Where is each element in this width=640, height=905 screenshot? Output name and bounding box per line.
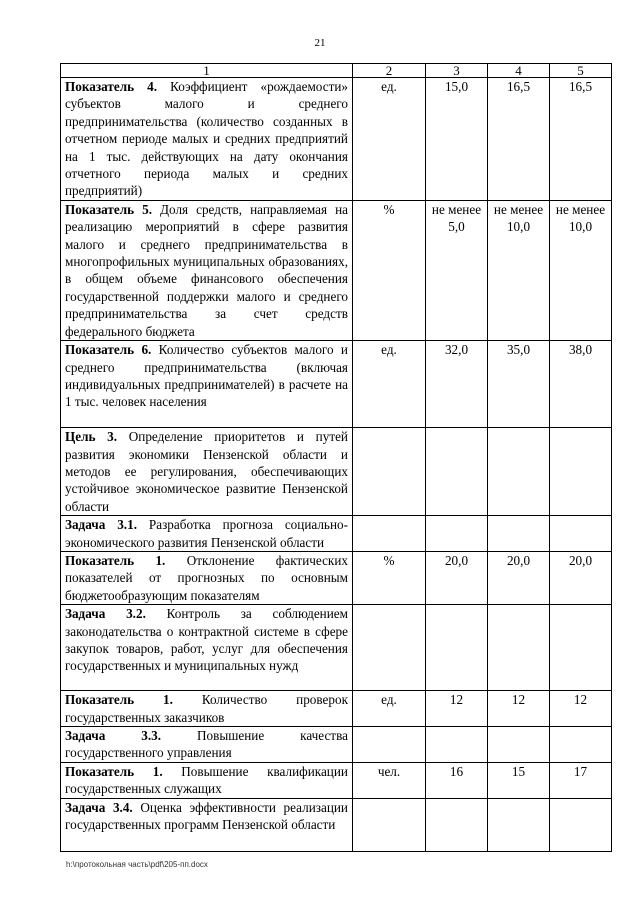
row-value-3: 20,0 [550,551,612,604]
row-description [61,605,353,691]
table-row [61,762,612,798]
row-value-3: не менее 10,0 [550,200,612,340]
row-value-1 [426,605,488,691]
row-value-2: 16,5 [488,78,550,201]
row-value-3 [550,428,612,516]
row-text: Коэффициент «рождаемости» субъектов малого и среднего предпринимательства (количество созданных в отчетном периоде малых и средних предприятий на 1 тыс. действующих на дату окончания отчетного периода малых и средних предприятий) [65,79,348,199]
row-unit: % [353,551,426,604]
row-text: Количество проверок государственных заказчиков [65,692,348,725]
row-description [61,726,353,762]
row-value-1 [426,516,488,552]
row-value-2: не менее 10,0 [488,200,550,340]
row-text: Отклонение фактических показателей от прогнозных по основным бюджетообразующим показателям [65,552,348,603]
row-value-2 [488,726,550,762]
row-description [61,762,353,798]
row-text: Разработка прогноза социально-экономического развития Пензенской области [65,517,348,550]
table-row [61,428,612,516]
row-label: Показатель 1. [65,552,166,568]
row-unit: ед. [353,78,426,201]
row-unit [353,605,426,691]
row-value-1 [426,726,488,762]
row-label: Задача 3.4. [65,799,133,815]
row-label: Показатель 1. [65,692,173,708]
row-value-3 [550,605,612,691]
table-row [61,798,612,851]
table-row [61,691,612,727]
row-unit: % [353,200,426,340]
row-text: Контроль за соблюдением законодательства о контрактной системе в сфере закупок товаров, работ, услуг для обеспечения государственных и муниципальных нужд [65,606,349,674]
row-label: Показатель 1. [65,763,163,779]
row-text: Доля средств, направляемая на реализацию мероприятий в сфере развития малого и среднего предпринимательства в многопрофильных муниципальных образованиях, в общем объеме финансового обеспечения государственной поддержки малого и среднего предпринимательства за счет средств федерального бюджета [65,201,348,339]
row-value-3: 17 [550,762,612,798]
row-label: Показатель 5. [65,201,153,217]
row-value-3 [550,516,612,552]
table-header-row [61,64,612,78]
table-row [61,200,612,340]
header-cell: 3 [426,64,488,78]
table-row [61,551,612,604]
document-path: h:\протокольная часть\pdf\205-пп.docx [66,860,208,869]
row-unit: чел. [353,762,426,798]
table-row [61,726,612,762]
row-value-3: 38,0 [550,341,612,428]
row-label: Цель 3. [65,429,118,445]
row-description [61,200,353,340]
row-description [61,516,353,552]
row-value-2: 35,0 [488,341,550,428]
row-unit [353,726,426,762]
row-value-2 [488,798,550,851]
row-description [61,798,353,851]
row-value-2 [488,428,550,516]
page-number: 21 [314,37,326,49]
row-value-1: 12 [426,691,488,727]
table-row [61,78,612,201]
row-text: Повышение квалификации государственных служащих [65,763,348,797]
row-value-3 [550,798,612,851]
row-value-1 [426,428,488,516]
table-row [61,341,612,428]
row-value-1 [426,798,488,851]
row-value-2 [488,605,550,691]
row-label: Задача 3.1. [65,517,137,533]
row-value-2 [488,516,550,552]
row-label: Показатель 6. [65,342,152,358]
row-text: Оценка эффективности реализации государственных программ Пензенской области [65,799,348,832]
table-row [61,516,612,552]
row-value-1: 20,0 [426,551,488,604]
row-unit [353,516,426,552]
header-cell: 1 [61,64,353,78]
row-unit [353,428,426,516]
table-row [61,605,612,691]
row-value-2: 12 [488,691,550,727]
row-value-1: не менее 5,0 [426,200,488,340]
row-value-3 [550,726,612,762]
row-value-2: 15 [488,762,550,798]
row-unit: ед. [353,691,426,727]
row-value-1: 15,0 [426,78,488,201]
header-cell: 4 [488,64,550,78]
row-value-3: 12 [550,691,612,727]
row-description [61,691,353,727]
row-label: Задача 3.3. [65,727,162,743]
row-value-1: 16 [426,762,488,798]
row-description [61,341,353,428]
row-text: Определение приоритетов и путей развития экономики Пензенской области и методов ее регулирования, обеспечивающих устойчивое экономическое развитие Пензенской области [65,429,348,514]
row-unit: ед. [353,341,426,428]
row-description [61,551,353,604]
row-label: Показатель 4. [65,79,158,94]
row-description [61,428,353,516]
row-text: Количество субъектов малого и среднего предпринимательства (включая индивидуальных предпринимателей) в расчете на 1 тыс. человек населения [65,342,348,410]
header-cell: 2 [353,64,426,78]
row-unit [353,798,426,851]
row-value-2: 20,0 [488,551,550,604]
header-cell: 5 [550,64,612,78]
row-value-1: 32,0 [426,341,488,428]
row-label: Задача 3.2. [65,606,146,622]
row-text: Повышение качества государственного управления [65,727,348,761]
row-value-3: 16,5 [550,78,612,201]
indicators-table [60,63,612,852]
row-description [61,78,353,201]
